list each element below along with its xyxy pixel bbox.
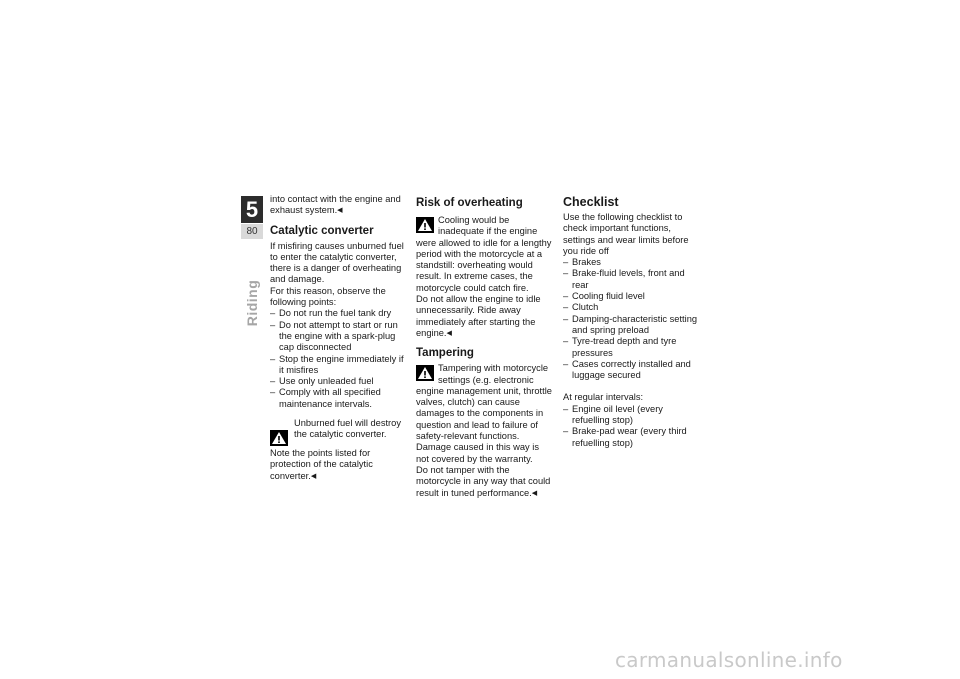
- end-mark-icon: ◀: [310, 472, 317, 480]
- paragraph: For this reason, observe the following points:: [270, 285, 386, 308]
- chapter-tab: [241, 196, 263, 240]
- end-mark-icon: ◀: [531, 489, 538, 497]
- warning-text: Unburned fuel will destroy the catalytic converter.: [294, 418, 401, 440]
- intro-text: into contact with the engine and exhaust system.◀: [270, 194, 401, 216]
- checklist: [563, 257, 701, 381]
- list-item: – Stop the engine immediately if it misfires: [270, 354, 408, 377]
- chapter-name: Riding: [244, 279, 260, 327]
- column-3: [563, 194, 701, 449]
- list-item: – Tyre-tread depth and tyre pressures: [563, 336, 701, 359]
- list-item: – Use only unleaded fuel: [270, 376, 408, 387]
- list-item: – Do not run the fuel tank dry: [270, 308, 408, 319]
- warning-text: Cooling would be inadequate if the engine were allowed to idle for a lengthy period with the motorcycle at a standstill: overheating would result. In extreme cases, the motorcycle could catch fire.: [416, 215, 552, 293]
- list-item: – Do not attempt to start or run the engine with a spark-plug cap disconnected: [270, 320, 408, 354]
- paragraph: If misfiring causes unburned fuel to enter the catalytic converter, there is a danger of overheating and damage.: [270, 240, 404, 285]
- list-item: – Cooling fluid level: [563, 291, 701, 302]
- list-item: – Brake-fluid levels, front and rear: [563, 268, 701, 291]
- regular-list: [563, 404, 701, 449]
- list-item: – Cases correctly installed and luggage secured: [563, 359, 701, 382]
- heading-risk-of-overheating: Risk of overheating: [416, 197, 523, 209]
- list-item: – Damping-characteristic setting and spring preload: [563, 314, 701, 337]
- end-mark-icon: ◀: [337, 207, 343, 215]
- list-item: – Clutch: [563, 302, 701, 313]
- warning-triangle-icon: [270, 430, 288, 446]
- column-2: [416, 194, 554, 499]
- warning-text: Do not allow the engine to idle unnecessarily. Ride away immediately after starting the engine.◀: [416, 294, 541, 338]
- warning-text: Note the points listed for protection of the catalytic converter.◀: [270, 448, 373, 481]
- list-item: – Brake-pad wear (every third refuelling stop): [563, 426, 701, 449]
- warning-block: [270, 418, 408, 482]
- list-item: – Comply with all specified maintenance intervals.: [270, 387, 408, 410]
- warning-triangle-icon: [416, 217, 434, 233]
- points-list: [270, 308, 408, 410]
- watermark: carmanualsonline.info: [615, 648, 843, 672]
- column-1: [270, 194, 408, 482]
- heading-catalytic-converter: Catalytic converter: [270, 224, 374, 237]
- chapter-number: 5: [241, 196, 263, 223]
- page-number: 80: [241, 224, 263, 239]
- heading-tampering: Tampering: [416, 347, 474, 360]
- warning-text: Do not tamper with the motorcycle in any way that could result in tuned performance.◀: [416, 464, 551, 498]
- warning-triangle-icon: [416, 365, 434, 381]
- warning-text: Tampering with motorcycle settings (e.g. electronic engine management unit, throttle valves, clutch) can cause damages to the components in question and lead to failure of safety-relevant functions. Damage caused in this way is not covered by the warranty.: [416, 363, 552, 464]
- heading-checklist: Checklist: [563, 195, 619, 209]
- warning-block: [416, 215, 554, 339]
- end-mark-icon: ◀: [446, 329, 452, 337]
- list-item: – Brakes: [563, 257, 701, 268]
- list-item: – Engine oil level (every refuelling stop): [563, 404, 701, 427]
- warning-block: [416, 363, 554, 499]
- spacer: [563, 381, 701, 392]
- paragraph: Use the following checklist to check important functions, settings and wear limits before you ride off: [563, 212, 689, 256]
- paragraph: At regular intervals:: [563, 392, 644, 403]
